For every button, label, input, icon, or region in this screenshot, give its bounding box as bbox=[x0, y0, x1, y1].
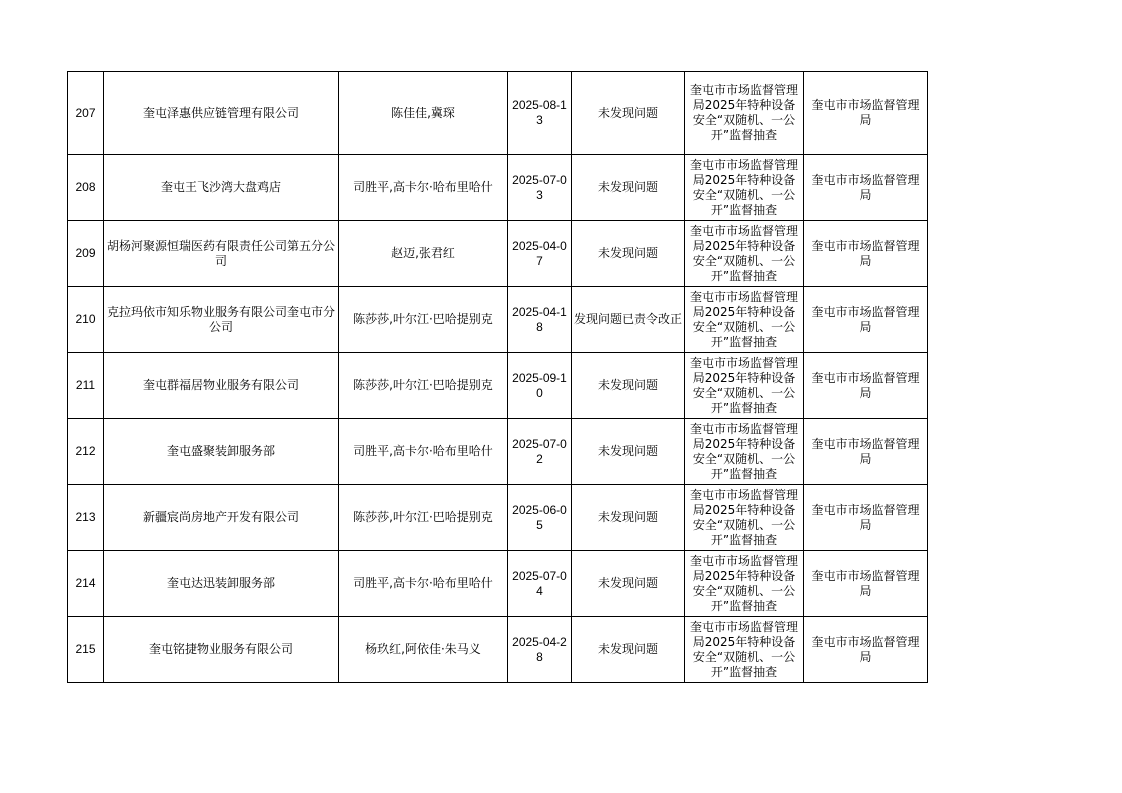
inspection-authority: 奎屯市市场监督管理局 bbox=[804, 617, 928, 683]
inspection-plan: 奎屯市市场监督管理局2025年特种设备安全“双随机、一公开”监督抽查 bbox=[685, 485, 804, 551]
inspection-result: 未发现问题 bbox=[572, 419, 685, 485]
inspection-date: 2025-09-10 bbox=[508, 353, 572, 419]
company-name: 克拉玛依市知乐物业服务有限公司奎屯市分公司 bbox=[104, 287, 339, 353]
inspection-date: 2025-04-18 bbox=[508, 287, 572, 353]
inspection-authority: 奎屯市市场监督管理局 bbox=[804, 72, 928, 155]
company-name: 奎屯盛聚装卸服务部 bbox=[104, 419, 339, 485]
inspectors: 司胜平,高卡尔·哈布里哈什 bbox=[339, 551, 508, 617]
table-row bbox=[68, 485, 928, 551]
inspection-result: 未发现问题 bbox=[572, 221, 685, 287]
inspection-results-table bbox=[67, 71, 928, 683]
row-number: 210 bbox=[68, 287, 104, 353]
row-number: 212 bbox=[68, 419, 104, 485]
inspection-authority: 奎屯市市场监督管理局 bbox=[804, 221, 928, 287]
inspection-plan: 奎屯市市场监督管理局2025年特种设备安全“双随机、一公开”监督抽查 bbox=[685, 551, 804, 617]
table-row bbox=[68, 221, 928, 287]
table-row bbox=[68, 155, 928, 221]
inspection-authority: 奎屯市市场监督管理局 bbox=[804, 155, 928, 221]
row-number: 214 bbox=[68, 551, 104, 617]
inspectors: 陈莎莎,叶尔江·巴哈提别克 bbox=[339, 287, 508, 353]
inspection-plan: 奎屯市市场监督管理局2025年特种设备安全“双随机、一公开”监督抽查 bbox=[685, 287, 804, 353]
company-name: 奎屯王飞沙湾大盘鸡店 bbox=[104, 155, 339, 221]
inspection-authority: 奎屯市市场监督管理局 bbox=[804, 419, 928, 485]
row-number: 209 bbox=[68, 221, 104, 287]
inspection-date: 2025-07-02 bbox=[508, 419, 572, 485]
inspection-plan: 奎屯市市场监督管理局2025年特种设备安全“双随机、一公开”监督抽查 bbox=[685, 353, 804, 419]
inspection-result: 发现问题已责令改正 bbox=[572, 287, 685, 353]
table-row bbox=[68, 72, 928, 155]
inspection-date: 2025-07-03 bbox=[508, 155, 572, 221]
inspection-authority: 奎屯市市场监督管理局 bbox=[804, 551, 928, 617]
inspection-result: 未发现问题 bbox=[572, 617, 685, 683]
inspection-result: 未发现问题 bbox=[572, 72, 685, 155]
inspectors: 司胜平,高卡尔·哈布里哈什 bbox=[339, 419, 508, 485]
inspection-date: 2025-08-13 bbox=[508, 72, 572, 155]
inspection-date: 2025-06-05 bbox=[508, 485, 572, 551]
company-name: 胡杨河聚源恒瑞医药有限责任公司第五分公司 bbox=[104, 221, 339, 287]
inspectors: 陈莎莎,叶尔江·巴哈提别克 bbox=[339, 485, 508, 551]
inspectors: 赵迈,张君红 bbox=[339, 221, 508, 287]
table-row bbox=[68, 353, 928, 419]
inspection-result: 未发现问题 bbox=[572, 353, 685, 419]
inspection-date: 2025-04-28 bbox=[508, 617, 572, 683]
company-name: 奎屯铭捷物业服务有限公司 bbox=[104, 617, 339, 683]
inspection-result: 未发现问题 bbox=[572, 551, 685, 617]
inspectors: 司胜平,高卡尔·哈布里哈什 bbox=[339, 155, 508, 221]
inspection-date: 2025-04-07 bbox=[508, 221, 572, 287]
inspection-plan: 奎屯市市场监督管理局2025年特种设备安全“双随机、一公开”监督抽查 bbox=[685, 221, 804, 287]
row-number: 211 bbox=[68, 353, 104, 419]
inspection-result: 未发现问题 bbox=[572, 485, 685, 551]
table-row bbox=[68, 419, 928, 485]
inspection-plan: 奎屯市市场监督管理局2025年特种设备安全“双随机、一公开”监督抽查 bbox=[685, 617, 804, 683]
table-row bbox=[68, 287, 928, 353]
inspection-date: 2025-07-04 bbox=[508, 551, 572, 617]
inspection-plan: 奎屯市市场监督管理局2025年特种设备安全“双随机、一公开”监督抽查 bbox=[685, 419, 804, 485]
row-number: 208 bbox=[68, 155, 104, 221]
table-body bbox=[68, 72, 928, 683]
row-number: 215 bbox=[68, 617, 104, 683]
inspectors: 陈佳佳,冀琛 bbox=[339, 72, 508, 155]
inspectors: 陈莎莎,叶尔江·巴哈提别克 bbox=[339, 353, 508, 419]
company-name: 奎屯达迅装卸服务部 bbox=[104, 551, 339, 617]
row-number: 207 bbox=[68, 72, 104, 155]
inspectors: 杨玖红,阿依佳·朱马义 bbox=[339, 617, 508, 683]
inspection-authority: 奎屯市市场监督管理局 bbox=[804, 287, 928, 353]
company-name: 新疆宸尚房地产开发有限公司 bbox=[104, 485, 339, 551]
company-name: 奎屯泽惠供应链管理有限公司 bbox=[104, 72, 339, 155]
company-name: 奎屯群福居物业服务有限公司 bbox=[104, 353, 339, 419]
inspection-plan: 奎屯市市场监督管理局2025年特种设备安全“双随机、一公开”监督抽查 bbox=[685, 155, 804, 221]
table-row bbox=[68, 551, 928, 617]
table-row bbox=[68, 617, 928, 683]
inspection-plan: 奎屯市市场监督管理局2025年特种设备安全“双随机、一公开”监督抽查 bbox=[685, 72, 804, 155]
row-number: 213 bbox=[68, 485, 104, 551]
inspection-authority: 奎屯市市场监督管理局 bbox=[804, 353, 928, 419]
inspection-result: 未发现问题 bbox=[572, 155, 685, 221]
inspection-authority: 奎屯市市场监督管理局 bbox=[804, 485, 928, 551]
